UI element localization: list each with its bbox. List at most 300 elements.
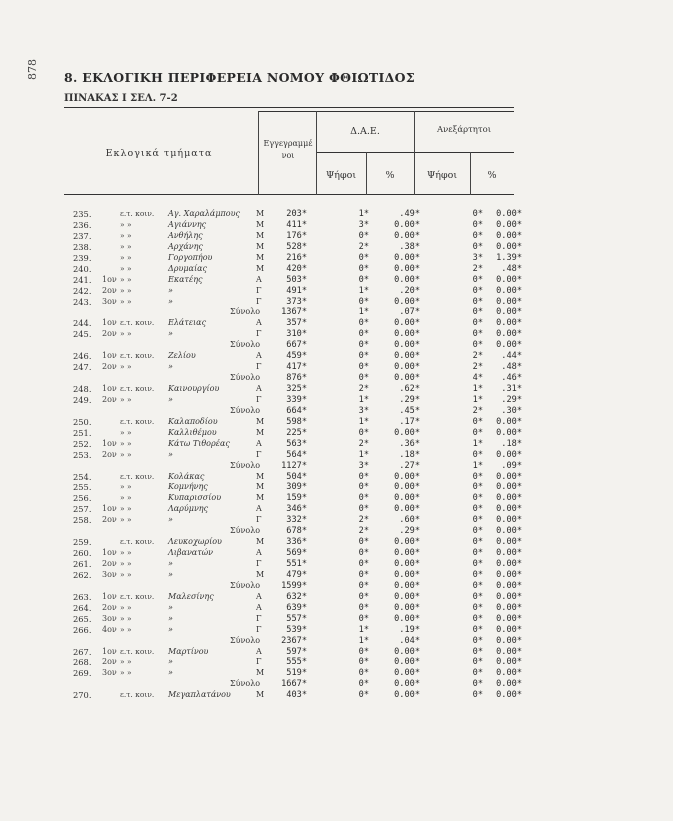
independent-votes: 0* [472,646,483,657]
table-row [0,559,673,570]
section-name: Σύνολο [230,580,261,590]
independent-percent: 0.00* [496,504,522,515]
registered-value: 357* [286,318,307,329]
section-number: 265. [73,613,92,624]
independent-percent: 0.00* [496,449,522,460]
section-category: Α [256,384,262,393]
dae-percent: 0.00* [394,690,420,701]
independent-percent: .29* [501,394,522,405]
section-name: Ζελίου [168,351,196,361]
dae-percent: 0.00* [394,602,420,613]
table-row [0,297,673,308]
section-number: 239. [73,252,92,263]
section-ordinal: 3ον [102,613,117,623]
dae-percent: .27* [399,460,420,471]
section-type: ε.τ. κοιν. [120,384,155,393]
dae-percent: 0.00* [394,471,420,482]
independent-percent: 0.00* [496,635,522,646]
section-number: 249. [73,394,92,405]
section-number: 259. [73,537,92,548]
dae-votes: 0* [358,427,369,438]
independent-percent: 0.00* [496,241,522,252]
independent-votes: 0* [472,274,483,285]
section-type: » » [120,515,132,525]
section-ordinal: 2ον [102,657,117,667]
dae-percent: 0.00* [394,668,420,679]
registered-value: 667* [286,340,307,351]
header-bottom-rule [64,194,514,195]
section-number: 238. [73,241,92,252]
section-number: 262. [73,569,92,580]
dae-votes: 1* [358,449,369,460]
section-name: » [168,559,173,568]
dae-votes: 0* [358,580,369,591]
dae-percent: 0.00* [394,351,420,362]
independent-votes: 0* [472,296,483,307]
section-ordinal: 1ον [102,274,117,284]
section-type: » » [120,668,132,678]
independent-votes: 0* [472,285,483,296]
dae-votes: 0* [358,602,369,613]
dae-percent: 0.00* [394,219,420,230]
header-sections: Εκλογικά τμήματα [105,148,213,159]
section-type: ε.τ. κοιν. [120,318,155,328]
header-votes-2: Ψήφοι [426,170,458,181]
registered-value: 336* [286,537,307,548]
dae-votes: 0* [358,493,369,504]
registered-value: 598* [286,416,307,427]
dae-percent: .60* [399,515,420,526]
section-type: » » [120,252,132,262]
independent-votes: 0* [472,537,483,548]
table-row [0,515,673,526]
dae-percent: .18* [399,449,420,460]
independent-votes: 0* [472,340,483,351]
col-divider-1 [258,111,259,195]
dae-votes: 0* [358,657,369,668]
section-category: Α [256,351,262,361]
table-row [0,275,673,286]
section-ordinal: 3ον [102,569,117,579]
dae-percent: 0.00* [394,569,420,580]
section-category: Μ [256,690,265,700]
dae-votes: 2* [358,515,369,526]
section-name: » [168,624,173,634]
section-number: 270. [73,690,92,701]
independent-percent: 0.00* [496,646,522,657]
section-number: 242. [73,285,92,296]
dae-percent: 0.00* [394,318,420,329]
section-category: Γ [256,362,262,372]
independent-percent: 0.00* [496,526,522,537]
table-row [0,362,673,373]
registered-value: 1667* [281,679,307,690]
independent-percent: 0.00* [496,690,522,701]
section-name: » [168,394,173,404]
table-row [0,657,673,668]
dae-percent: 0.00* [394,373,420,384]
header-percent: % [385,170,395,181]
section-type: » » [120,230,132,240]
section-number: 243. [73,296,92,307]
independent-votes: 0* [472,559,483,569]
header-independents: Ανεξάρτητοι [436,125,492,135]
section-name: Καινουργίου [168,384,220,393]
dae-percent: .45* [399,405,420,416]
dae-votes: 2* [358,438,369,449]
independent-percent: 0.00* [496,537,522,548]
dae-percent: .38* [399,241,420,252]
dae-votes: 1* [358,635,369,646]
dae-percent: 0.00* [394,296,420,307]
table-row [0,548,673,559]
table-row [0,351,673,362]
section-type: ε.τ. κοιν. [120,416,155,426]
table-row [0,220,673,231]
header-top-rule [258,111,514,112]
dae-percent: 0.00* [394,580,420,591]
dae-percent: 0.00* [394,340,420,351]
section-name: Σύνολο [230,526,261,536]
registered-value: 2367* [281,635,307,646]
dae-votes: 1* [358,416,369,427]
registered-value: 332* [286,515,307,526]
independent-percent: 0.00* [496,219,522,230]
table-row [0,592,673,603]
independent-votes: 0* [472,668,483,679]
section-type: » » [120,613,132,623]
section-type: ε.τ. κοιν. [120,351,155,361]
section-number: 268. [73,657,92,668]
registered-value: 557* [286,613,307,624]
section-name: Αρχάνης [168,241,203,251]
section-category: Γ [256,285,262,295]
total-row [0,461,673,472]
independent-percent: 0.00* [496,318,522,329]
independent-percent: 0.00* [496,340,522,351]
dae-percent: 0.00* [394,362,420,373]
independent-votes: 0* [472,241,483,252]
dae-percent: .62* [399,384,420,394]
dae-votes: 1* [358,285,369,296]
dae-votes: 0* [358,559,369,569]
independent-percent: 0.00* [496,559,522,569]
section-name: Αγ. Χαραλάμπους [168,209,240,218]
section-number: 258. [73,515,92,526]
total-row [0,340,673,351]
section-name: » [168,362,173,372]
section-category: Α [256,274,262,284]
section-ordinal: 2ον [102,285,117,295]
registered-value: 403* [286,690,307,701]
page-number: 878 [26,59,39,80]
table-row [0,318,673,329]
dae-percent: 0.00* [394,559,420,569]
dae-votes: 0* [358,373,369,384]
section-category: Γ [256,329,262,339]
registered-value: 225* [286,427,307,438]
registered-value: 876* [286,373,307,384]
section-name: Εκατέης [168,274,203,284]
dae-votes: 0* [358,340,369,351]
section-name: Λευκοχωρίου [168,537,222,547]
total-row [0,373,673,384]
independent-votes: 4* [472,373,483,384]
dae-percent: .19* [399,624,420,635]
section-name: Ελάτειας [168,318,207,328]
section-category: Α [256,646,262,656]
dae-votes: 0* [358,646,369,657]
registered-value: 504* [286,471,307,482]
section-name: Σύνολο [230,405,261,415]
section-number: 255. [73,482,92,493]
section-name: Ανθήλης [168,230,203,240]
section-type: » » [120,548,132,558]
independent-votes: 1* [472,394,483,405]
dae-percent: 0.00* [394,591,420,602]
registered-value: 420* [286,263,307,274]
dae-votes: 0* [358,329,369,340]
section-number: 263. [73,591,92,602]
independent-percent: 0.00* [496,230,522,241]
section-name: Σύνολο [230,373,261,383]
table-row [0,242,673,253]
dae-votes: 2* [358,384,369,394]
section-category: Μ [256,209,265,218]
header-votes: Ψήφοι [325,170,357,181]
total-row [0,636,673,647]
header-dae: Δ.Α.Ε. [350,126,380,137]
dae-votes: 3* [358,405,369,416]
section-name: Μαρτίνου [168,646,209,656]
dae-votes: 0* [358,548,369,559]
section-number: 252. [73,438,92,449]
table-row [0,603,673,614]
section-number: 266. [73,624,92,635]
registered-value: 346* [286,504,307,515]
independent-percent: 0.00* [496,471,522,482]
section-category: Γ [256,613,262,623]
dae-percent: .36* [399,438,420,449]
dae-percent: 0.00* [394,679,420,690]
section-category: Μ [256,219,265,229]
section-name: Σύνολο [230,679,261,689]
independent-votes: 2* [472,362,483,373]
dae-percent: .49* [399,209,420,219]
registered-value: 519* [286,668,307,679]
independent-percent: 0.00* [496,657,522,668]
table-row [0,493,673,504]
section-name: Λιβανατών [168,548,214,558]
section-number: 250. [73,416,92,427]
header-registered: Εγγεγραμμένοι [263,139,313,160]
dae-votes: 1* [358,394,369,405]
dae-percent: 0.00* [394,230,420,241]
dae-votes: 0* [358,668,369,679]
table-row [0,395,673,406]
section-name: » [168,613,173,623]
registered-value: 678* [286,526,307,537]
section-type: » » [120,296,132,306]
independent-percent: .48* [501,263,522,274]
section-type: » » [120,241,132,251]
section-ordinal: 1ον [102,438,117,448]
independent-votes: 2* [472,405,483,416]
dae-votes: 0* [358,274,369,285]
section-number: 253. [73,449,92,460]
dae-percent: 0.00* [394,537,420,548]
section-number: 264. [73,602,92,613]
dae-percent: 0.00* [394,548,420,559]
col-divider-2 [316,111,317,195]
independent-percent: 0.00* [496,624,522,635]
section-ordinal: 2ον [102,559,117,568]
independent-percent: 0.00* [496,307,522,318]
registered-value: 459* [286,351,307,362]
dae-percent: 0.00* [394,274,420,285]
registered-value: 417* [286,362,307,373]
independent-percent: 0.00* [496,668,522,679]
independent-votes: 0* [472,230,483,241]
registered-value: 503* [286,274,307,285]
section-number: 257. [73,504,92,515]
dae-percent: 0.00* [394,613,420,624]
independent-percent: .46* [501,373,522,384]
table-row [0,668,673,679]
dae-votes: 3* [358,219,369,230]
registered-value: 632* [286,591,307,602]
table-row [0,439,673,450]
table-row [0,231,673,242]
section-name: » [168,569,173,579]
table-row [0,253,673,264]
dae-percent: 0.00* [394,482,420,493]
independent-votes: 0* [472,504,483,515]
section-type: » » [120,482,132,492]
table-subtitle: ΠΙΝΑΚΑΣ Ι ΣΕΛ. 7-2 [64,93,178,104]
section-type: ε.τ. κοιν. [120,471,155,481]
registered-value: 1367* [281,307,307,318]
registered-value: 1599* [281,580,307,591]
independent-percent: 0.00* [496,482,522,493]
independent-votes: 0* [472,635,483,646]
independent-votes: 2* [472,263,483,274]
independent-percent: 1.39* [496,252,522,263]
dae-votes: 2* [358,526,369,537]
independent-votes: 0* [472,526,483,537]
registered-value: 159* [286,493,307,504]
dae-percent: 0.00* [394,493,420,504]
dae-votes: 0* [358,252,369,263]
section-name: » [168,449,173,459]
independent-votes: 0* [472,613,483,624]
independent-votes: 0* [472,548,483,559]
registered-value: 555* [286,657,307,668]
registered-value: 373* [286,296,307,307]
independent-votes: 0* [472,580,483,591]
independent-votes: 0* [472,602,483,613]
independent-percent: .09* [501,460,522,471]
section-type: » » [120,274,132,284]
dae-percent: 0.00* [394,504,420,515]
table-row [0,286,673,297]
section-ordinal: 2ον [102,602,117,612]
independent-percent: 0.00* [496,679,522,690]
section-name: » [168,329,173,339]
section-type: » » [120,504,132,514]
total-row [0,307,673,318]
section-type: ε.τ. κοιν. [120,646,155,656]
registered-value: 551* [286,559,307,569]
independent-votes: 0* [472,679,483,690]
section-category: Μ [256,427,265,437]
section-name: Σύνολο [230,340,261,350]
independent-percent: .44* [501,351,522,362]
section-type: » » [120,263,132,273]
section-ordinal: 1ον [102,318,117,328]
section-type: » » [120,438,132,448]
independent-votes: 0* [472,569,483,580]
independent-percent: .30* [501,405,522,416]
registered-value: 479* [286,569,307,580]
table-body [0,209,673,701]
dae-votes: 3* [358,460,369,471]
dae-percent: .29* [399,394,420,405]
independent-votes: 0* [472,493,483,504]
section-number: 269. [73,668,92,679]
registered-value: 491* [286,285,307,296]
section-category: Α [256,602,262,612]
independent-percent: .48* [501,362,522,373]
independent-percent: 0.00* [496,209,522,219]
section-category: Γ [256,449,262,459]
independent-votes: 0* [472,449,483,460]
section-type: » » [120,657,132,667]
registered-value: 664* [286,405,307,416]
table-row [0,329,673,340]
independent-votes: 1* [472,438,483,449]
dae-percent: 0.00* [394,329,420,340]
dae-votes: 0* [358,318,369,329]
page-title: 8. ΕΚΛΟΓΙΚΗ ΠΕΡΙΦΕΡΕΙΑ ΝΟΜΟΥ ΦΘΙΩΤΙΔΟΣ [64,70,415,85]
section-number: 235. [73,209,92,219]
section-name: Αγιάννης [168,219,207,229]
independent-percent: 0.00* [496,569,522,580]
independent-percent: 0.00* [496,416,522,427]
section-name: Μαλεσίνης [168,591,214,601]
dae-percent: .29* [399,526,420,537]
registered-value: 339* [286,394,307,405]
section-number: 267. [73,646,92,657]
section-category: Α [256,318,262,328]
section-category: Γ [256,624,262,634]
table-row [0,537,673,548]
registered-value: 569* [286,548,307,559]
independent-percent: .31* [501,384,522,394]
registered-value: 564* [286,449,307,460]
independent-percent: 0.00* [496,493,522,504]
dae-votes: 0* [358,296,369,307]
registered-value: 597* [286,646,307,657]
section-name: » [168,668,173,678]
dae-percent: .20* [399,285,420,296]
section-type: » » [120,285,132,295]
section-category: Μ [256,263,265,273]
section-name: » [168,285,173,295]
registered-value: 216* [286,252,307,263]
section-ordinal: 1ον [102,384,117,393]
registered-value: 639* [286,602,307,613]
